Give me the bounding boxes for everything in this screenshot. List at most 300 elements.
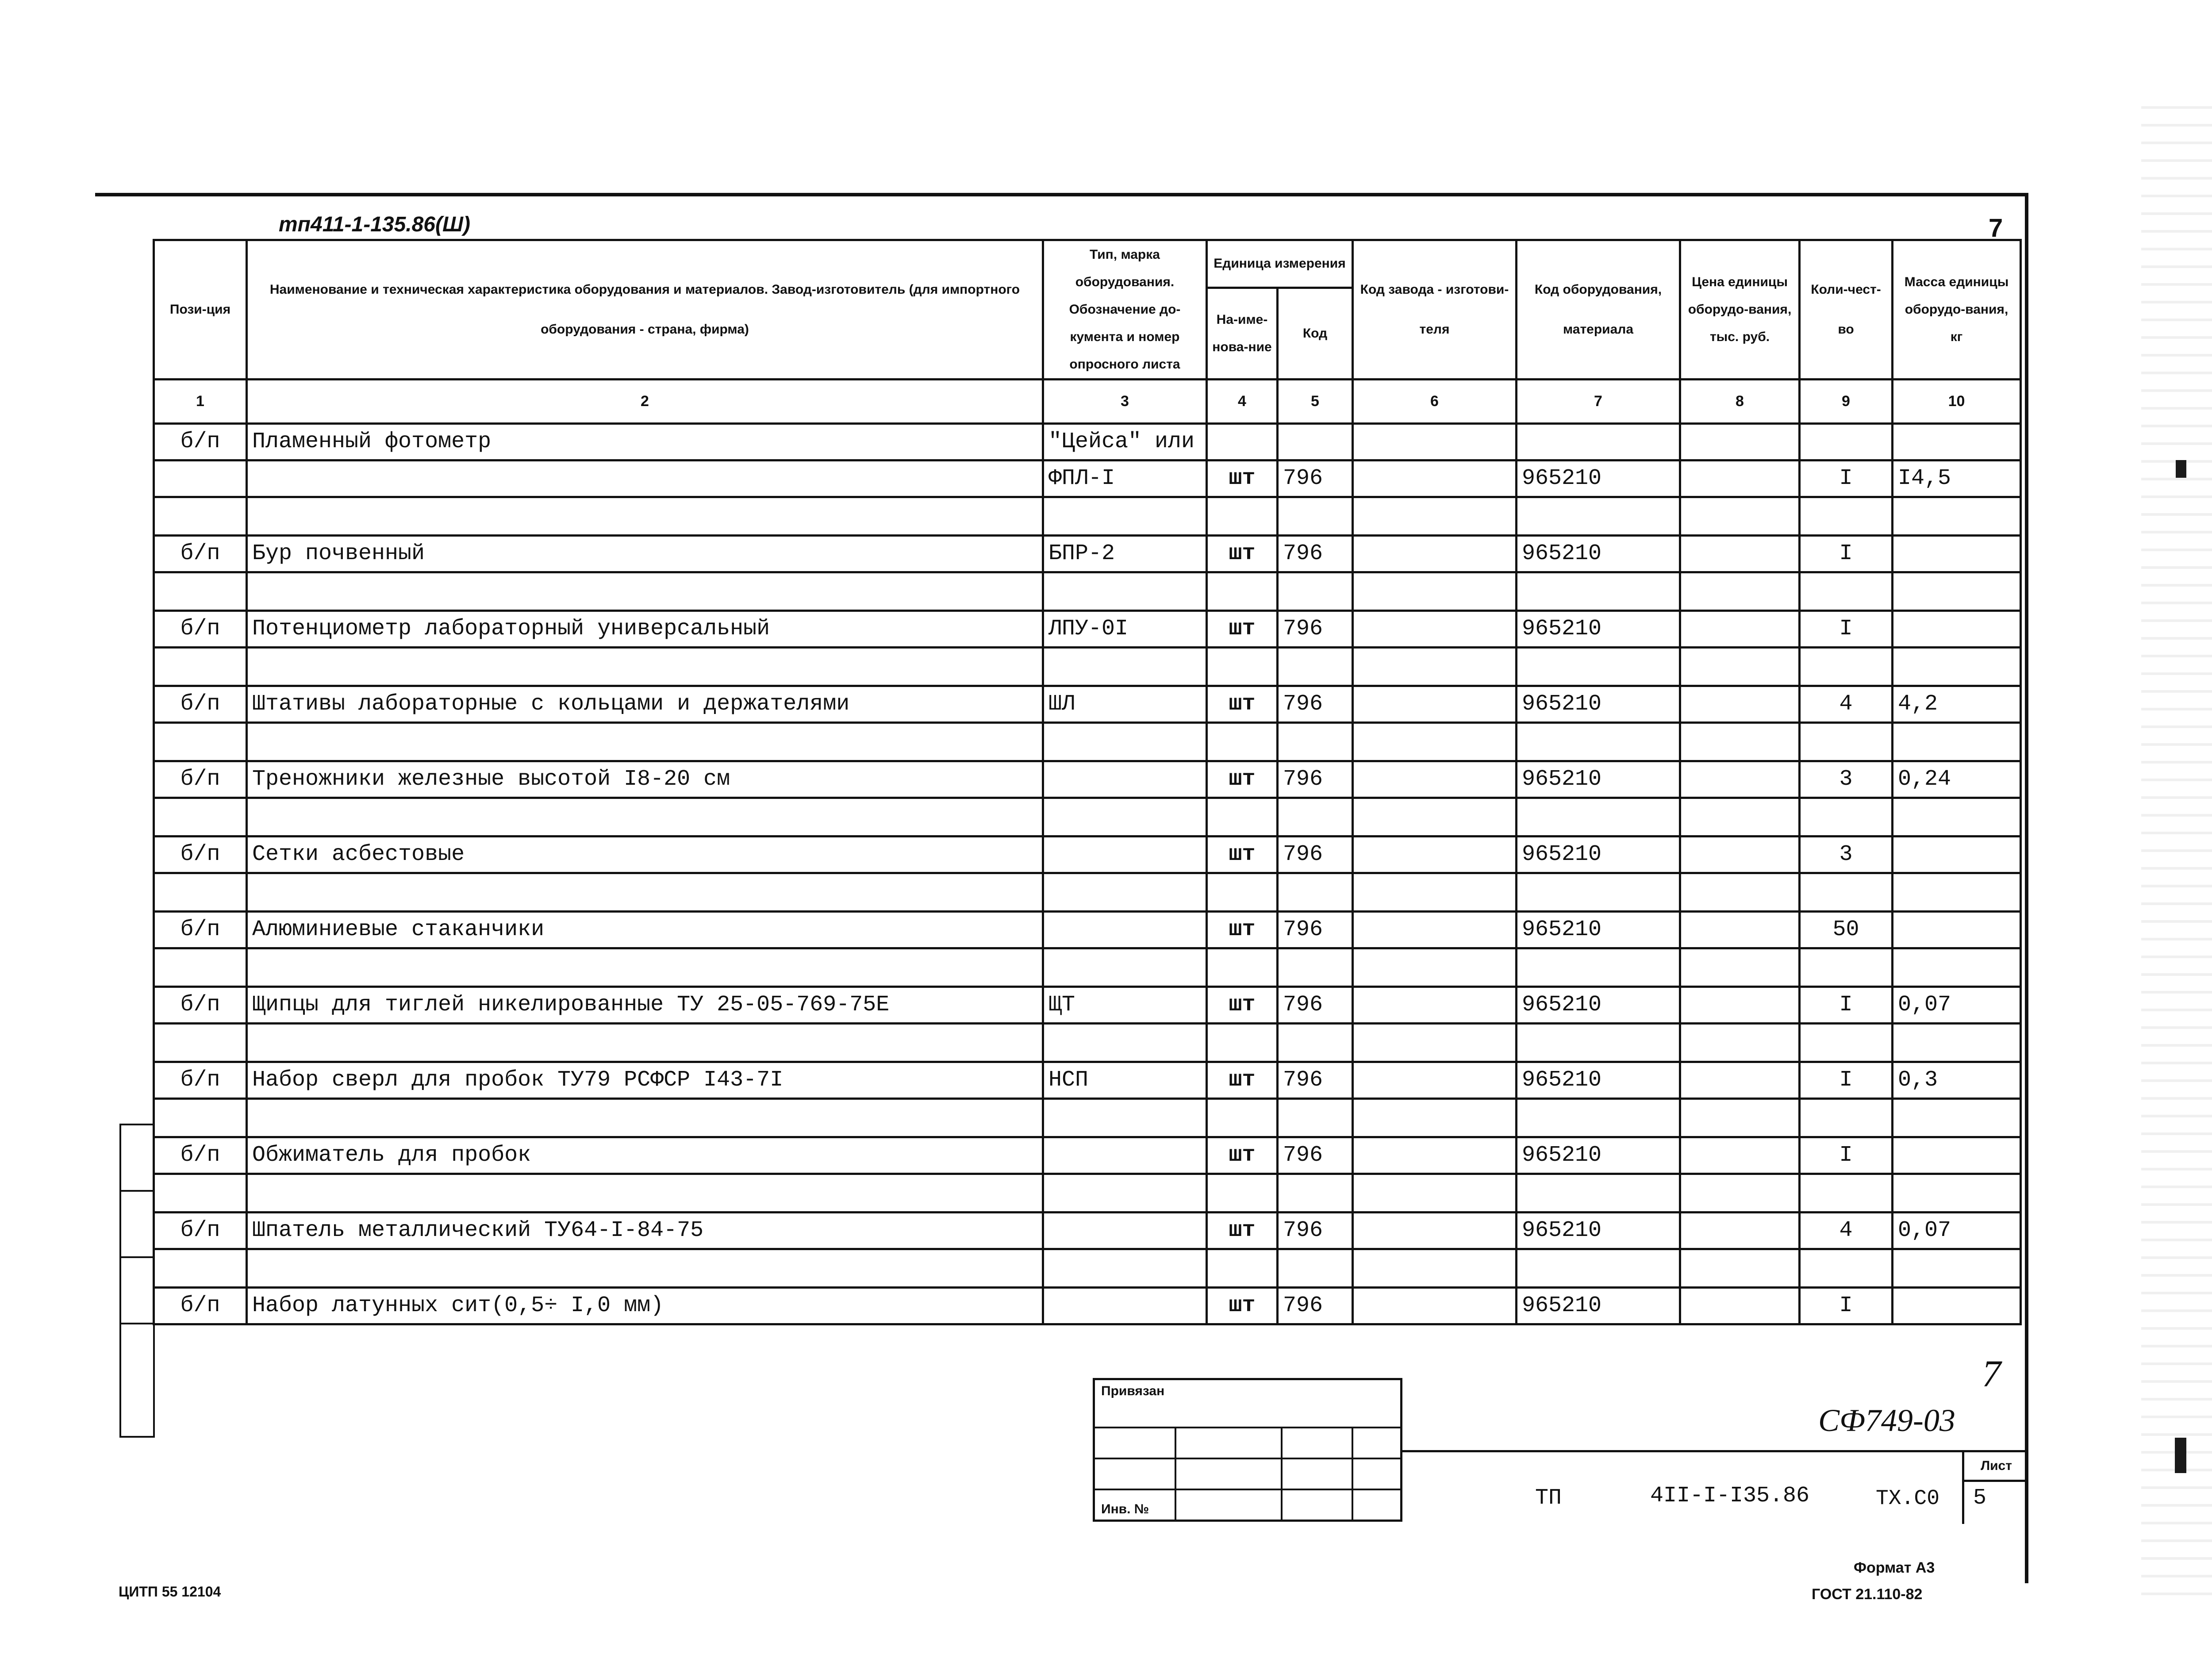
spacer-cell <box>1278 572 1353 611</box>
spacer-cell <box>1353 1249 1517 1288</box>
binding-stamp <box>1093 1378 1402 1522</box>
cell-equipment-code: 965210 <box>1517 987 1680 1024</box>
spacer-cell <box>1680 723 1800 761</box>
cell-type <box>1043 1137 1207 1174</box>
spacer-cell <box>1043 1024 1207 1062</box>
spacer-cell <box>247 1249 1043 1288</box>
cell-unit-code: 796 <box>1278 1213 1353 1249</box>
table-row-spacer <box>154 1249 2021 1288</box>
spacer-cell <box>1800 497 1893 536</box>
spacer-cell <box>1517 1174 1680 1213</box>
spacer-cell <box>154 948 247 987</box>
spacer-cell <box>1207 1174 1278 1213</box>
cell-factory-code <box>1353 912 1517 948</box>
cell-unit-code: 796 <box>1278 461 1353 497</box>
table-row <box>154 1288 2021 1324</box>
spacer-cell <box>154 723 247 761</box>
spacer-cell <box>1278 948 1353 987</box>
header-factory-code: Код завода - изготови-теля <box>1353 240 1517 380</box>
cell-type <box>1043 761 1207 798</box>
binding-label: Привязан <box>1101 1384 1165 1398</box>
spacer-cell <box>1893 497 2021 536</box>
cell-position: б/п <box>154 987 247 1024</box>
header-price: Цена единицы оборудо-вания, тыс. руб. <box>1680 240 1800 380</box>
left-stamp-cell <box>119 1124 155 1190</box>
cell-quantity: 50 <box>1800 912 1893 948</box>
spacer-cell <box>1207 948 1278 987</box>
cell-equipment-code: 965210 <box>1517 536 1680 572</box>
cell-factory-code <box>1353 1062 1517 1099</box>
table-row <box>154 536 2021 572</box>
cell-position: б/п <box>154 761 247 798</box>
cell-unit: шт <box>1207 536 1278 572</box>
table-row <box>154 987 2021 1024</box>
table-row-spacer <box>154 798 2021 837</box>
table-row <box>154 611 2021 648</box>
column-number: 9 <box>1800 380 1893 424</box>
spacer-cell <box>1353 497 1517 536</box>
cell-mass: 0,3 <box>1893 1062 2021 1099</box>
spacer-cell <box>154 1024 247 1062</box>
spacer-cell <box>1517 873 1680 912</box>
cell-unit: шт <box>1207 912 1278 948</box>
cell-factory-code <box>1353 761 1517 798</box>
cell-unit <box>1207 424 1278 461</box>
sheet-box <box>1962 1452 2028 1524</box>
cell-mass <box>1893 1137 2021 1174</box>
cell-unit-code: 796 <box>1278 761 1353 798</box>
cell-unit: шт <box>1207 1062 1278 1099</box>
spacer-cell <box>1800 572 1893 611</box>
cell-quantity <box>1800 424 1893 461</box>
cell-price <box>1680 761 1800 798</box>
cell-name: Набор латунных сит(0,5÷ I,0 мм) <box>247 1288 1043 1324</box>
spacer-cell <box>154 1174 247 1213</box>
spacer-cell <box>1800 798 1893 837</box>
left-stamp-cell <box>119 1256 155 1323</box>
title-tp: ТП <box>1535 1485 1562 1511</box>
header-quantity: Коли-чест-во <box>1800 240 1893 380</box>
spacer-cell <box>1800 648 1893 686</box>
cell-unit-code: 796 <box>1278 912 1353 948</box>
left-stamp <box>119 1124 155 1522</box>
table-row-spacer <box>154 648 2021 686</box>
table-row <box>154 686 2021 723</box>
cell-mass <box>1893 611 2021 648</box>
cell-name: Обжиматель для пробок <box>247 1137 1043 1174</box>
header-mass: Масса единицы оборудо-вания, кг <box>1893 240 2021 380</box>
cell-position: б/п <box>154 536 247 572</box>
spacer-cell <box>154 873 247 912</box>
cell-factory-code <box>1353 536 1517 572</box>
cell-unit: шт <box>1207 461 1278 497</box>
cell-unit-code: 796 <box>1278 1288 1353 1324</box>
stamp-line <box>1175 1427 1176 1520</box>
spacer-cell <box>247 572 1043 611</box>
cell-quantity: 4 <box>1800 1213 1893 1249</box>
cell-quantity: I <box>1800 1137 1893 1174</box>
spacer-cell <box>1800 1099 1893 1137</box>
table-row-spacer <box>154 572 2021 611</box>
cell-mass <box>1893 837 2021 873</box>
spacer-cell <box>1517 572 1680 611</box>
cell-quantity: 3 <box>1800 761 1893 798</box>
cell-unit: шт <box>1207 837 1278 873</box>
spacer-cell <box>154 1249 247 1288</box>
spacer-cell <box>1278 648 1353 686</box>
spacer-cell <box>1043 1099 1207 1137</box>
cell-unit-code: 796 <box>1278 611 1353 648</box>
cell-name: Шпатель металлический ТУ64-I-84-75 <box>247 1213 1043 1249</box>
stamp-line <box>1281 1427 1283 1520</box>
cell-position: б/п <box>154 1062 247 1099</box>
spacer-cell <box>1517 1249 1680 1288</box>
cell-price <box>1680 1062 1800 1099</box>
spacer-cell <box>1893 1249 2021 1288</box>
cell-mass <box>1893 1288 2021 1324</box>
spacer-cell <box>1893 648 2021 686</box>
column-number: 8 <box>1680 380 1800 424</box>
cell-price <box>1680 611 1800 648</box>
cell-quantity: I <box>1800 461 1893 497</box>
cell-type <box>1043 1288 1207 1324</box>
spacer-cell <box>247 948 1043 987</box>
cell-name: Сетки асбестовые <box>247 837 1043 873</box>
spacer-cell <box>1893 873 2021 912</box>
scan-artifact-bar <box>2175 1438 2186 1473</box>
spacer-cell <box>247 873 1043 912</box>
spacer-cell <box>1207 723 1278 761</box>
cell-type <box>1043 1213 1207 1249</box>
cell-position: б/п <box>154 1137 247 1174</box>
cell-factory-code <box>1353 1213 1517 1249</box>
spacer-cell <box>1043 1249 1207 1288</box>
spacer-cell <box>1680 1099 1800 1137</box>
table-row-spacer <box>154 723 2021 761</box>
cell-mass <box>1893 912 2021 948</box>
spacer-cell <box>1043 497 1207 536</box>
cell-quantity: I <box>1800 987 1893 1024</box>
header-type: Тип, марка оборудования. Обозначение до-кумента и номер опросного листа <box>1043 240 1207 380</box>
spacer-cell <box>1517 723 1680 761</box>
cell-factory-code <box>1353 837 1517 873</box>
cell-factory-code <box>1353 611 1517 648</box>
paper-format: Формат А3 <box>1854 1559 1935 1576</box>
spacer-cell <box>1278 1174 1353 1213</box>
column-number: 4 <box>1207 380 1278 424</box>
cell-quantity: I <box>1800 1062 1893 1099</box>
cell-type: НСП <box>1043 1062 1207 1099</box>
cell-unit: шт <box>1207 1213 1278 1249</box>
cell-type: ФПЛ-I <box>1043 461 1207 497</box>
spacer-cell <box>247 497 1043 536</box>
column-number: 1 <box>154 380 247 424</box>
spacer-cell <box>1680 873 1800 912</box>
spacer-cell <box>1680 572 1800 611</box>
cell-type: БПР-2 <box>1043 536 1207 572</box>
cell-unit: шт <box>1207 1137 1278 1174</box>
cell-position: б/п <box>154 424 247 461</box>
table-row-spacer <box>154 1174 2021 1213</box>
spacer-cell <box>1517 648 1680 686</box>
cell-factory-code <box>1353 686 1517 723</box>
cell-type: ЛПУ-0I <box>1043 611 1207 648</box>
cell-price <box>1680 987 1800 1024</box>
table-row <box>154 1062 2021 1099</box>
cell-quantity: 4 <box>1800 686 1893 723</box>
table-row <box>154 424 2021 461</box>
table-row <box>154 461 2021 497</box>
cell-equipment-code: 965210 <box>1517 1062 1680 1099</box>
header-unit-code: Код <box>1278 288 1353 379</box>
cell-price <box>1680 1288 1800 1324</box>
citp-code: ЦИТП 55 12104 <box>119 1584 221 1600</box>
title-mark: ТХ.С0 <box>1876 1487 1940 1511</box>
spacer-cell <box>247 1024 1043 1062</box>
spacer-cell <box>1893 1099 2021 1137</box>
spacer-cell <box>1278 1024 1353 1062</box>
cell-type: ЩТ <box>1043 987 1207 1024</box>
cell-name: Набор сверл для пробок ТУ79 РСФСР I43-7I <box>247 1062 1043 1099</box>
spacer-cell <box>154 798 247 837</box>
spacer-cell <box>1353 723 1517 761</box>
spacer-cell <box>1893 948 2021 987</box>
cell-quantity: I <box>1800 611 1893 648</box>
cell-mass: I4,5 <box>1893 461 2021 497</box>
spacer-cell <box>1800 873 1893 912</box>
table-row-spacer <box>154 1024 2021 1062</box>
cell-unit: шт <box>1207 611 1278 648</box>
spacer-cell <box>1278 497 1353 536</box>
cell-equipment-code: 965210 <box>1517 611 1680 648</box>
cell-mass: 4,2 <box>1893 686 2021 723</box>
spacer-cell <box>1278 723 1353 761</box>
cell-name: Бур почвенный <box>247 536 1043 572</box>
table-row <box>154 761 2021 798</box>
column-number: 2 <box>247 380 1043 424</box>
cell-type: ШЛ <box>1043 686 1207 723</box>
cell-price <box>1680 536 1800 572</box>
cell-equipment-code: 965210 <box>1517 1213 1680 1249</box>
spacer-cell <box>1353 572 1517 611</box>
cell-type <box>1043 837 1207 873</box>
spacer-cell <box>1278 873 1353 912</box>
spacer-cell <box>1893 798 2021 837</box>
cell-type: "Цейса" или <box>1043 424 1207 461</box>
spacer-cell <box>1800 1024 1893 1062</box>
spacer-cell <box>247 723 1043 761</box>
cell-unit: шт <box>1207 987 1278 1024</box>
cell-equipment-code: 965210 <box>1517 837 1680 873</box>
spacer-cell <box>1893 723 2021 761</box>
spacer-cell <box>154 1099 247 1137</box>
cell-position: б/п <box>154 686 247 723</box>
inventory-label: Инв. № <box>1101 1502 1149 1516</box>
spacer-cell <box>1043 798 1207 837</box>
spacer-cell <box>1353 873 1517 912</box>
cell-position: б/п <box>154 1288 247 1324</box>
cell-position: б/п <box>154 611 247 648</box>
cell-price <box>1680 1213 1800 1249</box>
spacer-cell <box>1517 1099 1680 1137</box>
sheet-label: Лист <box>1964 1452 2028 1482</box>
cell-name: Пламенный фотометр <box>247 424 1043 461</box>
cell-mass: 0,07 <box>1893 1213 2021 1249</box>
spacer-cell <box>1043 723 1207 761</box>
spacer-cell <box>1353 798 1517 837</box>
spacer-cell <box>1800 1249 1893 1288</box>
header-unit-group: Единица измерения <box>1207 240 1353 288</box>
spacer-cell <box>1893 1174 2021 1213</box>
document-code: тп411-1-135.86(Ш) <box>279 213 470 236</box>
spacer-cell <box>1893 572 2021 611</box>
spacer-cell <box>1680 798 1800 837</box>
table-row <box>154 1213 2021 1249</box>
column-number: 6 <box>1353 380 1517 424</box>
cell-name: Штативы лабораторные с кольцами и держателями <box>247 686 1043 723</box>
table-row-spacer <box>154 1099 2021 1137</box>
cell-name <box>247 461 1043 497</box>
cell-position: б/п <box>154 1213 247 1249</box>
spacer-cell <box>1517 948 1680 987</box>
stamp-line <box>1095 1489 1400 1490</box>
cell-price <box>1680 461 1800 497</box>
column-number: 7 <box>1517 380 1680 424</box>
spacer-cell <box>1353 948 1517 987</box>
cell-factory-code <box>1353 461 1517 497</box>
cell-price <box>1680 837 1800 873</box>
title-block <box>1402 1450 2028 1522</box>
cell-name: Щипцы для тиглей никелированные ТУ 25-05-769-75Е <box>247 987 1043 1024</box>
cell-unit-code <box>1278 424 1353 461</box>
stamp-line <box>1352 1427 1353 1520</box>
cell-price <box>1680 424 1800 461</box>
cell-mass <box>1893 424 2021 461</box>
table-row-spacer <box>154 497 2021 536</box>
gost-reference: ГОСТ 21.110-82 <box>1812 1586 1923 1603</box>
cell-quantity: 3 <box>1800 837 1893 873</box>
spacer-cell <box>1043 648 1207 686</box>
cell-equipment-code: 965210 <box>1517 461 1680 497</box>
handwritten-code: СФ749-03 <box>1818 1403 1955 1438</box>
spacer-cell <box>1800 723 1893 761</box>
cell-unit: шт <box>1207 761 1278 798</box>
spacer-cell <box>1680 1174 1800 1213</box>
cell-equipment-code: 965210 <box>1517 686 1680 723</box>
cell-name: Алюминиевые стаканчики <box>247 912 1043 948</box>
cell-unit-code: 796 <box>1278 987 1353 1024</box>
header-equipment-code: Код оборудования, материала <box>1517 240 1680 380</box>
specification-table <box>153 239 2020 1325</box>
header-position: Пози-ция <box>154 240 247 380</box>
stamp-line <box>1095 1458 1400 1459</box>
spacer-cell <box>1680 948 1800 987</box>
spacer-cell <box>247 648 1043 686</box>
cell-price <box>1680 686 1800 723</box>
table-row-spacer <box>154 948 2021 987</box>
spacer-cell <box>1278 798 1353 837</box>
sheet-number: 5 <box>1973 1485 1987 1511</box>
left-stamp-cell <box>119 1190 155 1256</box>
handwritten-page-number: 7 <box>1982 1352 2001 1395</box>
cell-mass: 0,24 <box>1893 761 2021 798</box>
cell-price <box>1680 1137 1800 1174</box>
table-row <box>154 837 2021 873</box>
left-stamp-cell <box>119 1323 155 1438</box>
column-number: 5 <box>1278 380 1353 424</box>
spacer-cell <box>1278 1249 1353 1288</box>
cell-price <box>1680 912 1800 948</box>
spacer-cell <box>1207 873 1278 912</box>
scan-artifact <box>2141 106 2212 1610</box>
spacer-cell <box>1680 1024 1800 1062</box>
stamp-line <box>1095 1427 1400 1428</box>
column-number: 3 <box>1043 380 1207 424</box>
cell-equipment-code: 965210 <box>1517 1137 1680 1174</box>
cell-factory-code <box>1353 1137 1517 1174</box>
cell-mass <box>1893 536 2021 572</box>
cell-quantity: I <box>1800 1288 1893 1324</box>
cell-unit-code: 796 <box>1278 1137 1353 1174</box>
header-unit-name: На-име-нова-ние <box>1207 288 1278 379</box>
cell-factory-code <box>1353 1288 1517 1324</box>
spacer-cell <box>1517 497 1680 536</box>
spacer-cell <box>1353 1024 1517 1062</box>
spacer-cell <box>1353 1099 1517 1137</box>
spacer-cell <box>247 798 1043 837</box>
cell-type <box>1043 912 1207 948</box>
cell-name: Треножники железные высотой I8-20 см <box>247 761 1043 798</box>
spacer-cell <box>1043 873 1207 912</box>
header-name: Наименование и техническая характеристика оборудования и материалов. Завод-изготовитель (для импортного оборудования - страна, фирма) <box>247 240 1043 380</box>
spacer-cell <box>247 1099 1043 1137</box>
cell-equipment-code: 965210 <box>1517 912 1680 948</box>
spacer-cell <box>1800 948 1893 987</box>
spacer-cell <box>1043 572 1207 611</box>
spacer-cell <box>1207 1249 1278 1288</box>
spacer-cell <box>1517 1024 1680 1062</box>
cell-equipment-code: 965210 <box>1517 761 1680 798</box>
spacer-cell <box>1207 572 1278 611</box>
cell-unit-code: 796 <box>1278 536 1353 572</box>
spacer-cell <box>1207 798 1278 837</box>
table-body <box>154 424 2021 1324</box>
cell-name: Потенциометр лабораторный универсальный <box>247 611 1043 648</box>
spacer-cell <box>1278 1099 1353 1137</box>
spacer-cell <box>1207 1024 1278 1062</box>
cell-quantity: I <box>1800 536 1893 572</box>
table-row-spacer <box>154 873 2021 912</box>
spacer-cell <box>154 648 247 686</box>
corner-sheet-number: 7 <box>1989 214 2003 242</box>
spacer-cell <box>1680 497 1800 536</box>
spacer-cell <box>1043 1174 1207 1213</box>
spacer-cell <box>1207 1099 1278 1137</box>
spacer-cell <box>1680 1249 1800 1288</box>
cell-unit-code: 796 <box>1278 837 1353 873</box>
title-project-number: 4II-I-I35.86 <box>1650 1483 1810 1508</box>
cell-position: б/п <box>154 912 247 948</box>
spacer-cell <box>1893 1024 2021 1062</box>
spacer-cell <box>1680 648 1800 686</box>
scan-artifact-bar <box>2176 460 2186 478</box>
cell-mass: 0,07 <box>1893 987 2021 1024</box>
cell-unit-code: 796 <box>1278 1062 1353 1099</box>
spacer-cell <box>1517 798 1680 837</box>
spacer-cell <box>1353 648 1517 686</box>
spacer-cell <box>154 572 247 611</box>
column-number: 10 <box>1893 380 2021 424</box>
